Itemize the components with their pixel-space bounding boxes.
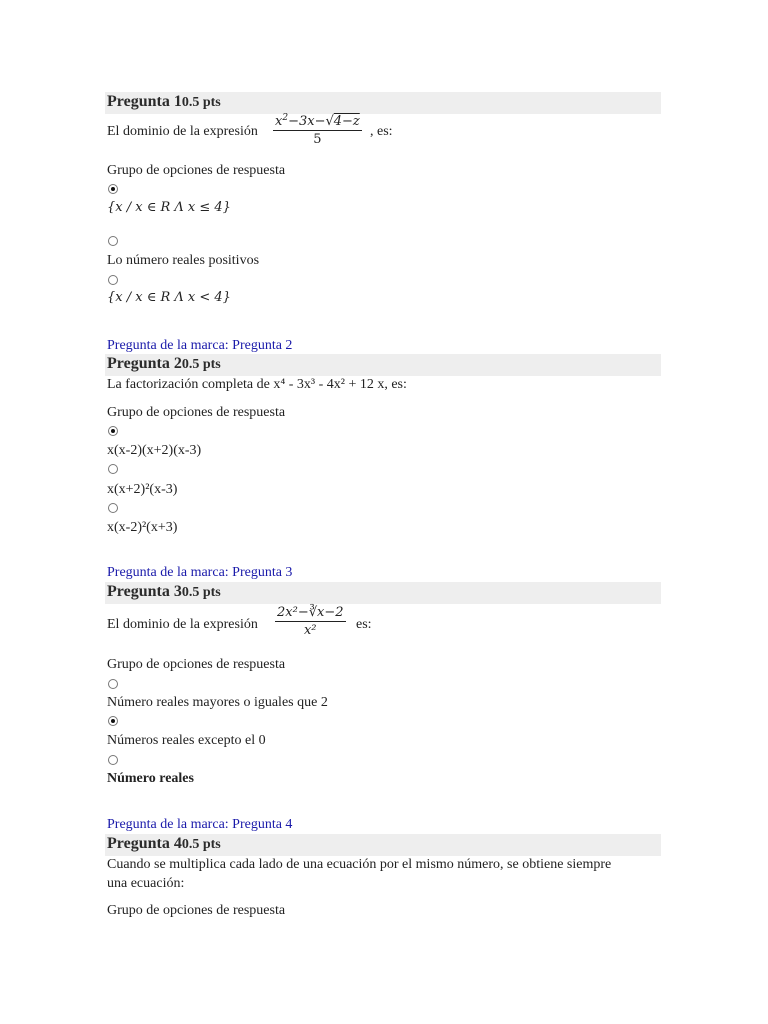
question-2-flag-link[interactable]: Pregunta de la marca: Pregunta 2 [107,338,293,353]
question-1-fraction [273,114,362,147]
question-4-points: 0.5 pts [181,837,221,852]
question-2-title: Pregunta 20.5 pts [107,355,221,372]
question-2-points: 0.5 pts [181,357,221,372]
question-1-option-1-radio[interactable] [108,184,118,194]
question-3-group-label: Grupo de opciones de respuesta [107,657,286,672]
question-3-option-1-radio[interactable] [108,679,118,689]
question-4-group-label: Grupo de opciones de respuesta [107,903,286,918]
question-3-prompt: El dominio de la expresión [107,617,258,632]
question-3-fraction-numerator: 2x²−∛x−2 [277,605,344,620]
question-3-header [105,582,661,604]
question-3-option-3-text: Número reales [107,771,194,786]
question-3-option-3-radio[interactable] [108,755,118,765]
question-3-flag-link[interactable]: Pregunta de la marca: Pregunta 3 [107,565,293,580]
question-2-option-3-text: x(x-2)²(x+3) [107,520,178,535]
question-1-header [105,92,661,114]
question-2-option-1-radio[interactable] [108,426,118,436]
question-2-option-3-radio[interactable] [108,503,118,513]
question-2-option-2-text: x(x+2)²(x-3) [107,482,178,497]
question-2-option-2-radio[interactable] [108,464,118,474]
question-1-prompt-end: , es: [370,124,393,139]
question-1-option-2-radio[interactable] [108,236,118,246]
question-1-prompt: El dominio de la expresión [107,124,258,139]
question-1-fraction-denominator: 5 [313,132,322,147]
question-3-fraction [275,605,346,638]
question-4-title: Pregunta 40.5 pts [107,835,221,852]
question-3-prompt-end: es: [356,617,372,632]
question-4-prompt-line-2: una ecuación: [107,876,185,891]
question-3-fraction-denominator: x² [303,623,317,638]
question-1-option-3-radio[interactable] [108,275,118,285]
question-1-option-2-text: Lo número reales positivos [107,253,260,268]
question-2-option-1-text: x(x-2)(x+2)(x-3) [107,443,202,458]
question-2-prompt: La factorización completa de x⁴ - 3x³ - 4x² + 12 x, es: [107,377,407,392]
question-1-option-1-text: {x / x ∈ R Λ x ≤ 4} [107,200,231,215]
question-3-title: Pregunta 30.5 pts [107,583,221,600]
question-1-points: 0.5 pts [181,95,221,110]
question-3-option-1-text: Número reales mayores o iguales que 2 [107,695,328,710]
question-2-group-label: Grupo de opciones de respuesta [107,405,286,420]
question-4-flag-link[interactable]: Pregunta de la marca: Pregunta 4 [107,817,293,832]
question-3-points: 0.5 pts [181,585,221,600]
question-3-option-2-text: Números reales excepto el 0 [107,733,266,748]
question-4-prompt-line-1: Cuando se multiplica cada lado de una ecuación por el mismo número, se obtiene siempre [107,857,612,872]
question-3-option-2-radio[interactable] [108,716,118,726]
question-4-header [105,834,661,856]
question-1-fraction-numerator: $x^2-3x-√4-z$ [275,113,360,129]
question-2-header [105,354,661,376]
question-1-group-label: Grupo de opciones de respuesta [107,163,286,178]
question-1-title: Pregunta 10.5 pts [107,93,221,110]
question-1-option-3-text: {x / x ∈ R Λ x < 4} [107,290,231,305]
